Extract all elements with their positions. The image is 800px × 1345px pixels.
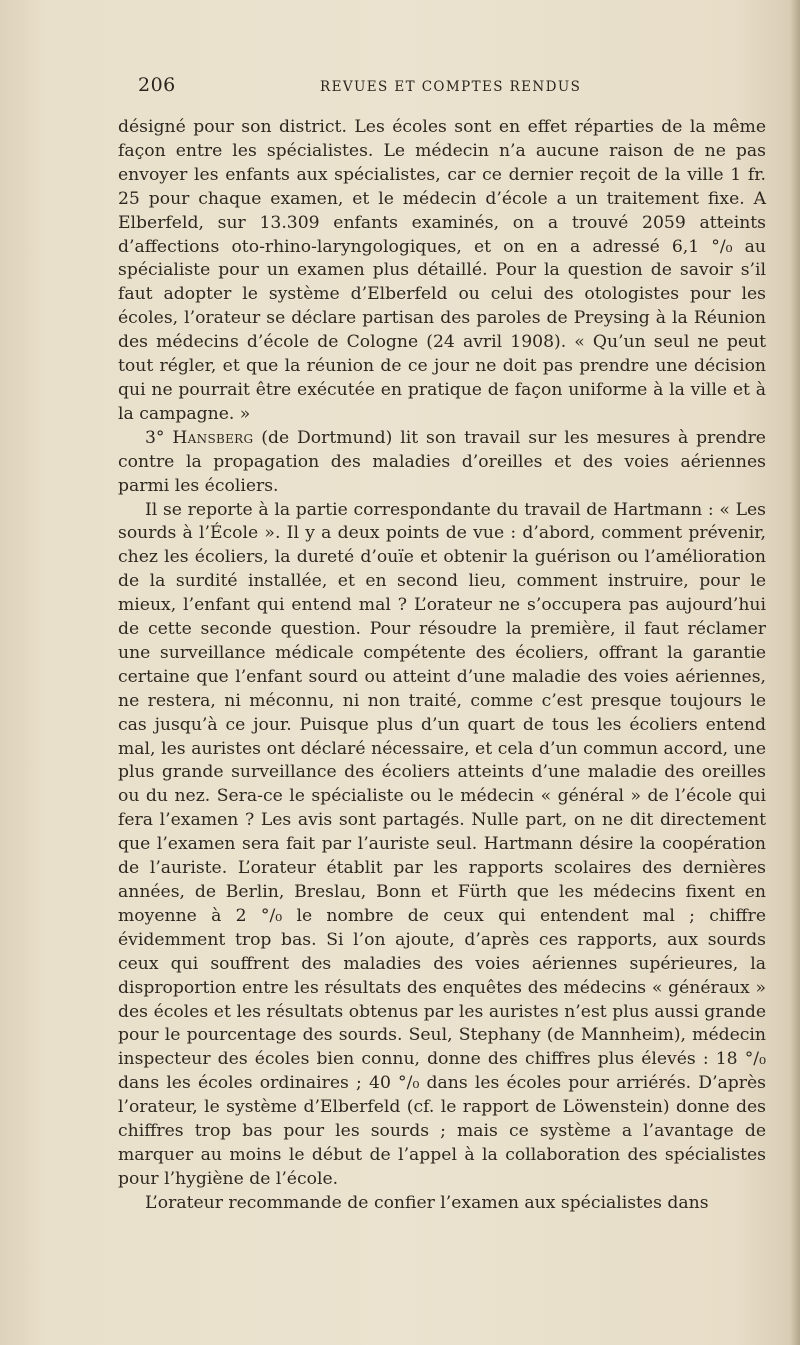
body-text <box>118 116 766 1216</box>
paragraph-continuation: désigné pour son district. Les écoles sont en effet réparties de la même façon entre les spécialistes. Le médecin n’a aucune raison de ne pas envoyer les enfants aux spécialistes, car ce dernier reçoit de la ville 1 fr. 25 pour chaque examen, et le médecin d’école a un traitement fixe. A Elberfeld, sur 13.309 enfants examinés, on a trouvé 2059 atteints d’affections oto-rhino-laryngologiques, et on en a adressé 6,1 °/₀ au spécialiste pour un examen plus détaillé. Pour la question de savoir s’il faut adopter le système d’Elberfeld ou celui des otologistes pour les écoles, l’orateur se déclare partisan des paroles de Preysing à la Réunion des médecins d’école de Cologne (24 avril 1908). « Qu’un seul ne peut tout régler, et que la réunion de ce jour ne doit pas prendre une décision qui ne pourrait être exécutée en pratique de façon uniforme à la ville et à la campagne. » <box>118 117 766 424</box>
paragraph-text: (de Dortmund) lit son travail sur les mesures à prendre contre la propagation des maladies d’oreilles et des voies aériennes parmi les écoliers. <box>118 427 766 496</box>
section-number: 3° <box>145 427 173 448</box>
paragraph-final: L’orateur recommande de confier l’examen aux spécialistes dans <box>145 1192 709 1213</box>
page-edge-shadow <box>790 0 800 1345</box>
paragraph-hansberg <box>118 427 766 499</box>
running-head <box>138 74 768 104</box>
paragraph-discussion: Il se reporte à la partie correspondante du travail de Hartmann : « Les sourds à l’École ». Il y a deux points de vue : d’abord, comment prévenir, chez les écoliers, la dureté d’ouïe et obtenir la guérison ou l’amélioration de la surdité installée, et en second lieu, comment instruire, pour le mieux, l’enfant qui entend mal ? L’orateur ne s’occupera pas aujourd’hui de cette seconde question. Pour résoudre la première, il faut réclamer une surveillance médicale compétente des écoliers, offrant la garantie certaine que l’enfant sourd ou atteint d’une maladie des voies aériennes, ne restera, ni méconnu, ni non traité, comme c’est presque toujours le cas jusqu’à ce jour. Puisque plus d’un quart de tous les écoliers entend mal, les auristes ont déclaré nécessaire, et cela d’un commun accord, une plus grande surveillance des écoliers atteints d’une maladie des oreilles ou du nez. Sera-ce le spécialiste ou le médecin « général » de l’école qui fera l’examen ? Les avis sont partagés. Nulle part, on ne dit directement que l’examen sera fait par l’auriste seul. Hartmann désire la coopération de l’auriste. L’orateur établit par les rapports scolaires des dernières années, de Berlin, Breslau, Bonn et Fürth que les médecins fixent en moyenne à 2 °/₀ le nombre de ceux qui entendent mal ; chiffre évidemment trop bas. Si l’on ajoute, d’après ces rapports, aux sourds ceux qui souffrent des maladies des voies aériennes supérieures, la disproportion entre les résultats des enquêtes des médecins « généraux » des écoles et les résultats obtenus par les auristes n’est plus aussi grande pour le pourcentage des sourds. Seul, Stephany (de Mannheim), médecin inspecteur des écoles bien connu, donne des chiffres plus élevés : 18 °/₀ dans les écoles ordinaires ; 40 °/₀ dans les écoles pour arriérés. D’après l’orateur, le système d’Elberfeld (cf. le rapport de Löwenstein) donne des chiffres trop bas pour les sourds ; mais ce système a l’avantage de marquer au moins le début de l’appel à la collaboration des spécialistes pour l’hygiène de l’école. <box>118 499 766 1189</box>
running-title: REVUES ET COMPTES RENDUS <box>320 79 582 95</box>
page-number: 206 <box>138 74 176 96</box>
author-name: Hansberg <box>172 427 254 448</box>
